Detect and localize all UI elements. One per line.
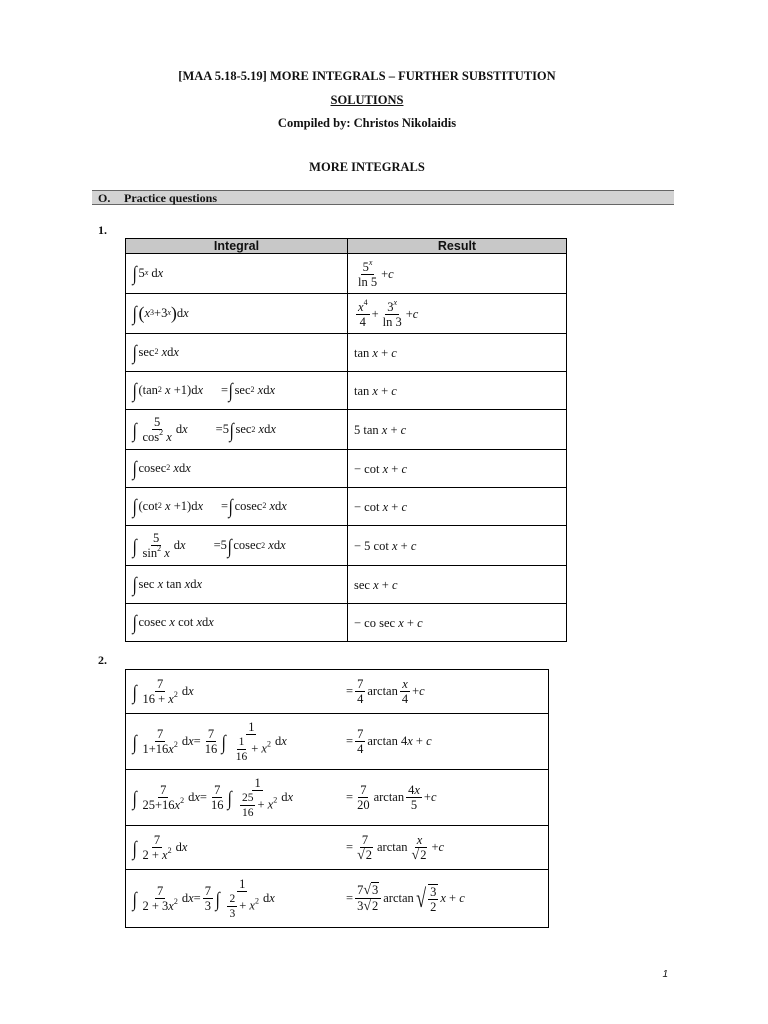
table-header-row [126, 239, 567, 254]
result-cell: 5 tan x + c [348, 410, 567, 450]
integral-cell: ∫ $\frac{7}{2 + x^2}$ d x [126, 826, 341, 870]
column-header-result: Result [348, 239, 567, 254]
question-1-label: 1. [98, 223, 107, 237]
table-row [126, 294, 567, 334]
table-row [126, 450, 567, 488]
integral-cell: ∫ ( x 3 +3 x ) d x [126, 294, 348, 334]
section-title: Practice questions [124, 191, 217, 205]
result-cell: $\frac{5^x}{\ln 5}$ + c [348, 254, 567, 294]
arctan-integral-table [125, 669, 549, 928]
section-heading: MORE INTEGRALS [309, 160, 425, 174]
integral-cell: ∫ $\frac{7}{25+16x^2}$ d x = $\frac{7}{16}$ ∫ 1 $\frac{25}{16}$ + $x^2$ d x [126, 770, 341, 826]
result-cell: = $\frac{7}{4}$ arctan $\frac{x}{4}$ + c [340, 670, 549, 714]
result-cell: $\frac{x^4}{4}$ + $\frac{3^x}{\ln 3}$ + c [348, 294, 567, 334]
result-cell: tan x + c [348, 372, 567, 410]
table-row [126, 604, 567, 642]
table-row [126, 770, 549, 826]
integral-cell: ∫ $\frac{7}{2 + 3x^2}$ d x = $\frac{7}{3}$ ∫ 1 $\frac{2}{3}$ + $x^2$ d x [126, 870, 341, 928]
table-row [126, 566, 567, 604]
column-header-integral: Integral [126, 239, 348, 254]
integral-table [125, 238, 567, 642]
page-number: 1 [662, 969, 668, 980]
result-cell: = $\frac{7}{4}$ arctan 4 x + c [340, 714, 549, 770]
integral-cell: ∫ (cot 2 x +1)d x = ∫ cosec 2 x d x [126, 488, 348, 526]
result-cell: − co sec x + c [348, 604, 567, 642]
integral-cell: ∫ sec x tan x d x [126, 566, 348, 604]
integral-cell: ∫ cosec 2 x d x [126, 450, 348, 488]
result-cell: − 5 cot x + c [348, 526, 567, 566]
result-cell: sec x + c [348, 566, 567, 604]
document-subtitle: SOLUTIONS [330, 93, 404, 107]
table-row [126, 488, 567, 526]
document-title: [MAA 5.18-5.19] MORE INTEGRALS – FURTHER SUBSTITUTION [178, 69, 556, 83]
integral-cell: ∫ sec 2 x d x [126, 334, 348, 372]
author-line: Compiled by: Christos Nikolaidis [277, 116, 457, 130]
table-row [126, 870, 549, 928]
result-cell: = $\frac{7√3}{3√2}$ arctan √ $\frac{3}{2}$ x + c [340, 870, 549, 928]
table-row [126, 670, 549, 714]
section-bar [92, 190, 674, 205]
section-number: O. [98, 191, 111, 205]
table-row [126, 526, 567, 566]
table-row [126, 826, 549, 870]
result-cell: − cot x + c [348, 488, 567, 526]
integral-cell: ∫ $\frac{5}{\cos^2 x}$ d x =5 ∫ sec 2 x d x [126, 410, 348, 450]
integral-cell: ∫ $\frac{7}{1+16x^2}$ d x = $\frac{7}{16}$ ∫ 1 $\frac{1}{16}$ + $x^2$ d x [126, 714, 341, 770]
table-row [126, 714, 549, 770]
integral-cell: ∫ (tan 2 x +1)d x = ∫ sec 2 x d x [126, 372, 348, 410]
table-row [126, 334, 567, 372]
integral-cell: ∫ $\frac{5}{\sin^2 x}$ d x =5 ∫ cosec 2 x d x [126, 526, 348, 566]
result-cell: = $\frac{7}{20}$ arctan $\frac{4x}{5}$ + c [340, 770, 549, 826]
integral-cell: ∫ cosec x cot x d x [126, 604, 348, 642]
table-row [126, 254, 567, 294]
result-cell: tan x + c [348, 334, 567, 372]
table-row [126, 372, 567, 410]
table-row [126, 410, 567, 450]
result-cell: − cot x + c [348, 450, 567, 488]
integral-cell: ∫ 5 x d x [126, 254, 348, 294]
question-2-label: 2. [98, 653, 107, 667]
result-cell: = $\frac{7}{√2}$ arctan $\frac{x}{√2}$ + c [340, 826, 549, 870]
integral-cell: ∫ $\frac{7}{16 + x^2}$ d x [126, 670, 341, 714]
